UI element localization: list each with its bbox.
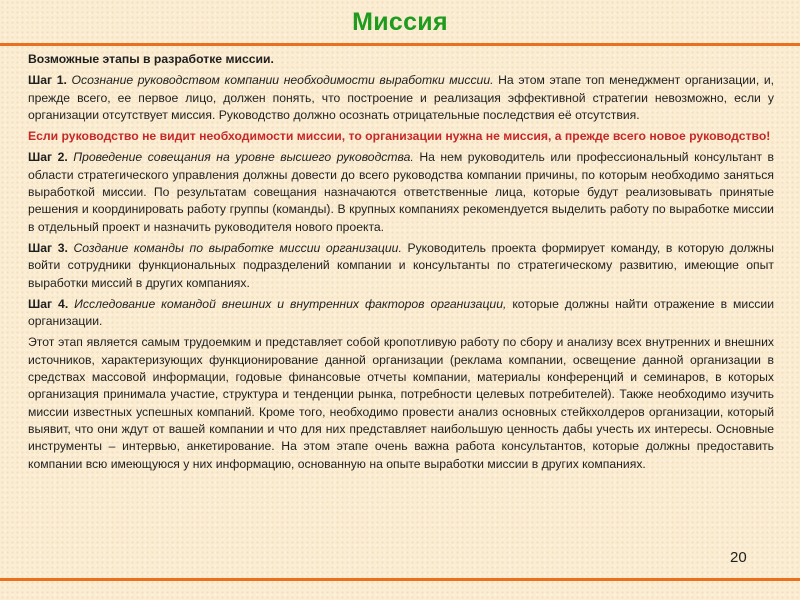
step-2-title: Проведение совещания на уровне высшего руководства. xyxy=(73,150,414,165)
step-4-text: которые должны найти отражение в миссии организации. xyxy=(28,296,774,329)
step-3-paragraph xyxy=(28,240,774,292)
intro-paragraph xyxy=(28,51,774,68)
step-1-title: Осознание руководством компании необходимости выработки миссии. xyxy=(71,73,494,88)
step-4-title: Исследование командой внешних и внутренних факторов организации, xyxy=(74,296,507,311)
step-1-paragraph xyxy=(28,72,774,124)
intro-text: Возможные этапы в разработке миссии. xyxy=(28,52,274,66)
slide-body xyxy=(28,51,774,477)
closing-paragraph xyxy=(28,334,774,472)
step-2-paragraph xyxy=(28,149,774,235)
closing-text: Этот этап является самым трудоемким и представляет собой кропотливую работу по сбору и анализу всех внутренних и внешних источников, характеризующих функционирование данной организации (реклама компании, освещение данной организации в средствах массовой информации, годовые финансовые отчеты компании, материалы конференций и семинаров, в которых организация принимала участие, структура и тенденции рынка, потребности целевых потребителей). Также необходимо изучить миссии известных успешных компаний. Кроме того, необходимо провести анализ основных стейкхолдеров организации, который выявит, что они ждут от вашей компании и что для них представляет наибольшую ценность дабы учесть их интересы. Основные инструменты – интервью, анкетирование. На этом этапе очень важна работа консультантов, которые должны предоставить компании всю имеющуюся у них информацию, основанную на опыте выработки миссии в других компаниях. xyxy=(28,335,774,471)
alert-paragraph xyxy=(28,128,774,145)
bottom-divider xyxy=(0,578,800,581)
page-number: 20 xyxy=(730,549,747,566)
step-2-label: Шаг 2. xyxy=(28,150,68,165)
step-4-paragraph xyxy=(28,296,774,331)
step-3-label: Шаг 3. xyxy=(28,240,68,255)
step-4-label: Шаг 4. xyxy=(28,296,69,311)
step-1-text: На этом этапе топ менеджмент организации, и, прежде всего, ее первое лицо, должен понять, что построение и реализация эффективной стратегии невозможно, если у организации отсутствует миссия. Руководство должно осознать отрицательные последствия её отсутствия. xyxy=(28,73,775,122)
alert-text: Если руководство не видит необходимости миссии, то организации нужна не миссия, а прежде всего новое руководство! xyxy=(28,129,771,144)
top-divider xyxy=(0,43,800,46)
step-3-text: Руководитель проекта формирует команду, в которую должны войти сотрудники функциональных подразделений компании и консультанты по стратегическому развитию, имеющие опыт выработки миссий в других компаниях. xyxy=(28,240,774,290)
slide-title: Миссия xyxy=(352,8,448,36)
step-1-label: Шаг 1. xyxy=(28,73,67,88)
step-3-title: Создание команды по выработке миссии организации. xyxy=(73,240,402,255)
step-2-text: На нем руководитель или профессиональный консультант в области стратегического управления должны довести до всего руководства компании причины, по которым необходимо заняться выработкой миссии. По результатам совещания назначаются ответственные лица, которые будут реализовывать принятые решения и координировать работу группы (команды). В крупных компаниях рекомендуется выделить работу по выработке миссии в отдельный проект и назначить руководителя нового проекта. xyxy=(28,150,775,234)
